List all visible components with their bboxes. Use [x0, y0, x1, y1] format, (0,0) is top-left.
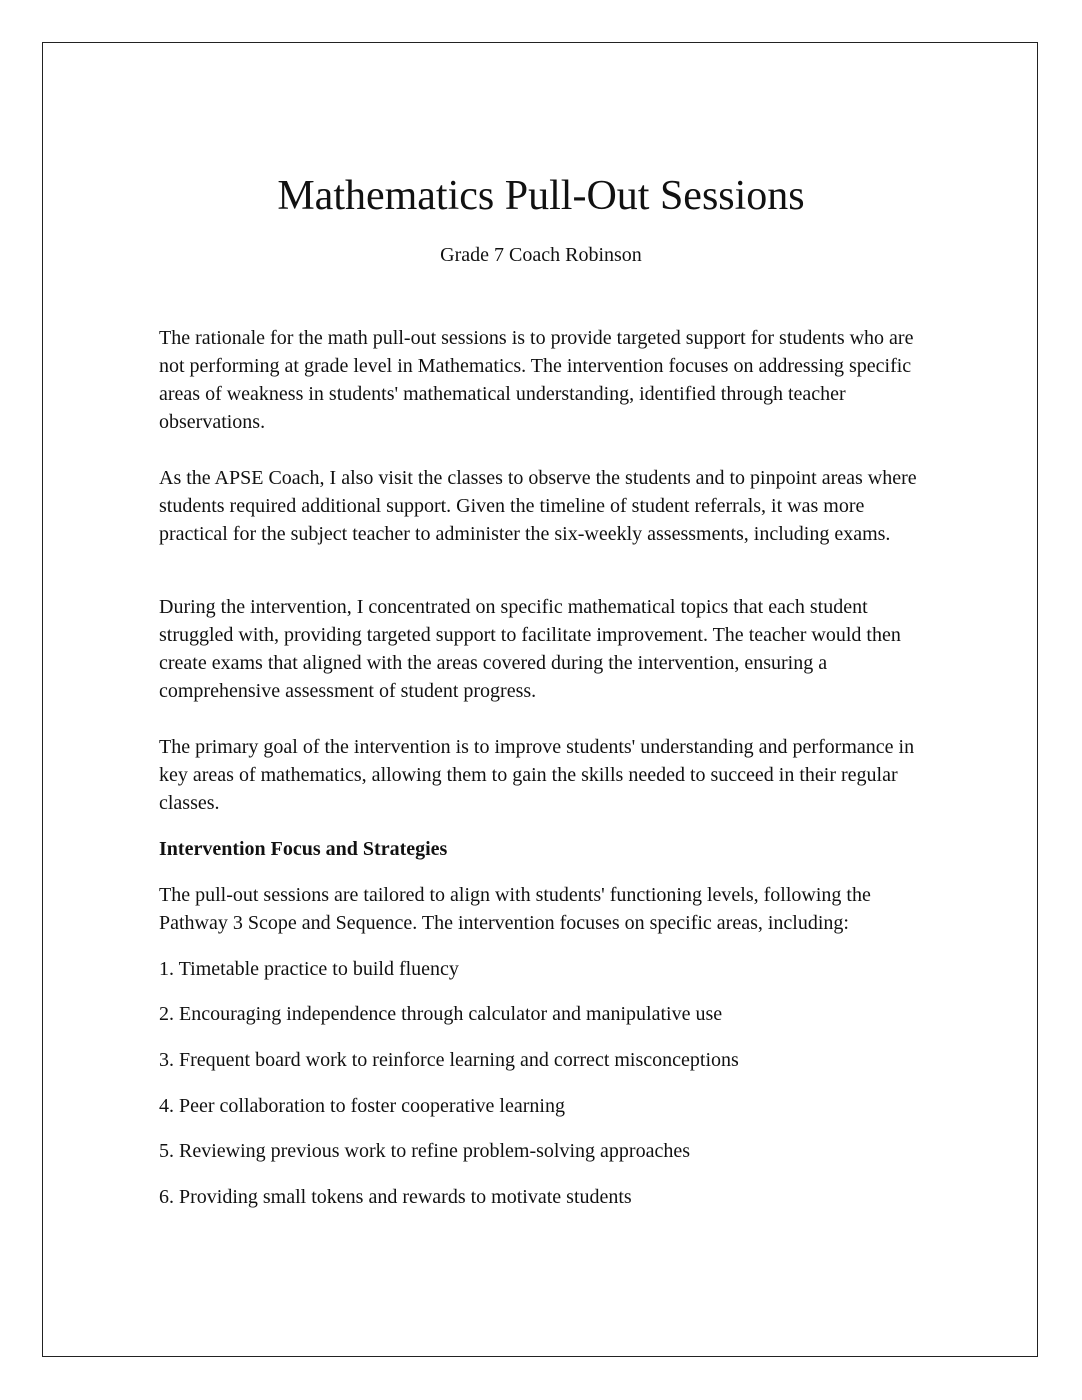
paragraph-intervention-topics: During the intervention, I concentrated on specific mathematical topics that each student struggled with, providing targeted support to facilitate improvement. The teacher would then create exams that aligned with the areas covered during the intervention, ensuring a comprehensive assessment of student progress. — [159, 596, 901, 702]
document-title: Mathematics Pull-Out Sessions — [277, 173, 805, 219]
list-item: 3. Frequent board work to reinforce learning and correct misconceptions — [159, 1049, 739, 1071]
list-item: 2. Encouraging independence through calculator and manipulative use — [159, 1003, 723, 1025]
section-intro: The pull-out sessions are tailored to align with students' functioning levels, following the Pathway 3 Scope and Sequence. The intervention focuses on specific areas, including: — [159, 884, 871, 934]
paragraph-rationale: The rationale for the math pull-out sessions is to provide targeted support for students who are not performing at grade level in Mathematics. The intervention focuses on addressing specific areas of weakness in students' mathematical understanding, identified through teacher observations. — [159, 327, 914, 433]
document-subtitle: Grade 7 Coach Robinson — [440, 244, 642, 266]
list-item: 4. Peer collaboration to foster cooperative learning — [159, 1095, 565, 1117]
list-item: 6. Providing small tokens and rewards to motivate students — [159, 1186, 632, 1208]
paragraph-primary-goal: The primary goal of the intervention is to improve students' understanding and performance in key areas of mathematics, allowing them to gain the skills needed to succeed in their regular classes. — [159, 736, 915, 814]
paragraph-coach-visits: As the APSE Coach, I also visit the classes to observe the students and to pinpoint areas where students required additional support. Given the timeline of student referrals, it was more practical for the subject teacher to administer the six-weekly assessments, including exams. — [159, 467, 917, 545]
list-item: 1. Timetable practice to build fluency — [159, 958, 459, 980]
section-heading: Intervention Focus and Strategies — [159, 838, 448, 860]
list-item: 5. Reviewing previous work to refine problem-solving approaches — [159, 1140, 690, 1162]
